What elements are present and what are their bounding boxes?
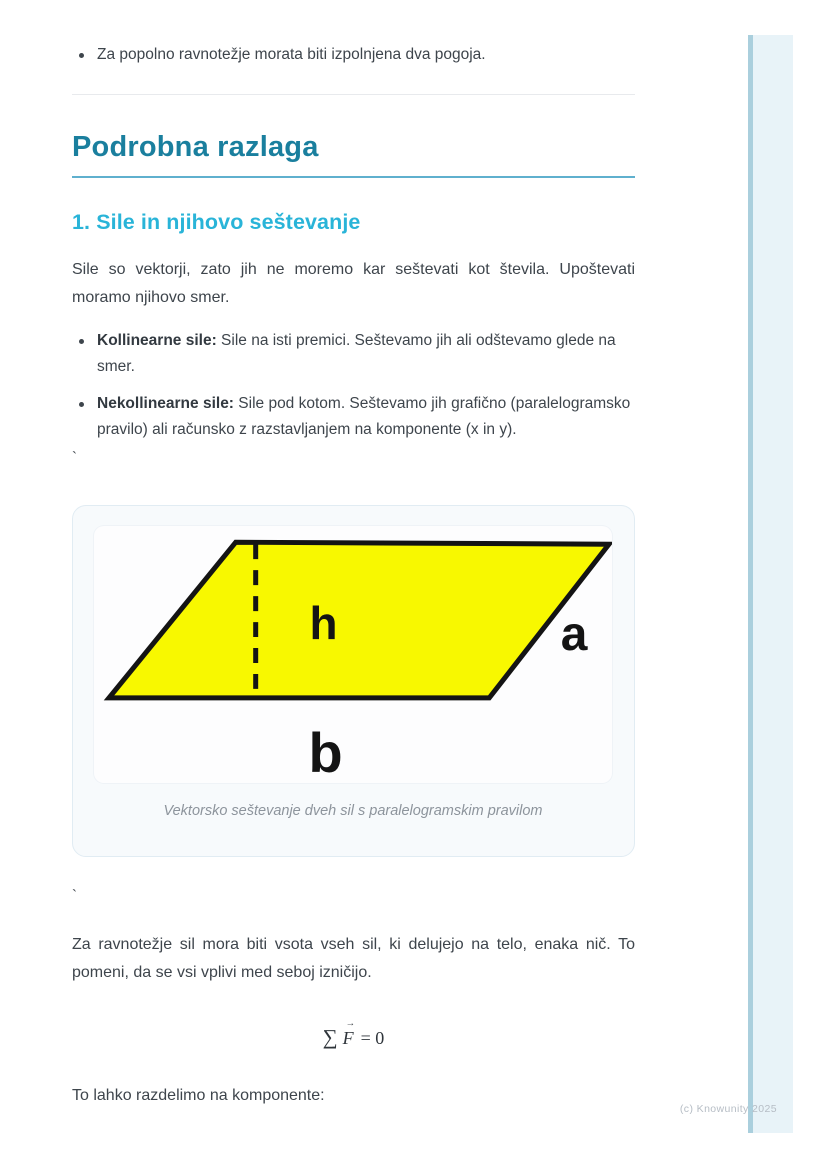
label-h: h <box>309 597 338 650</box>
formula-rhs: = 0 <box>360 1028 385 1048</box>
bullet-text: Sile na isti premici. Seštevamo jih ali odštevamo glede na smer. <box>97 332 616 375</box>
list-item-collinear <box>72 328 635 380</box>
section-divider <box>72 94 635 95</box>
figure-caption: Vektorsko seštevanje dveh sil s paralelogramskim pravilom <box>163 803 543 819</box>
watermark: (c) Knowunity 2025 <box>679 1103 777 1115</box>
parallelogram-svg <box>94 526 612 783</box>
stray-backtick: ` <box>72 449 77 466</box>
figure-card <box>72 505 635 857</box>
bullet-text: Sile pod kotom. Seštevamo jih grafično (paralelogramsko pravilo) ali računsko z razstavljanjem na komponente (x in y). <box>97 395 631 438</box>
label-a: a <box>560 608 588 662</box>
vector-letter: F <box>342 1028 354 1048</box>
section-heading: Podrobna razlaga <box>72 129 635 178</box>
subsection-heading: 1. Sile in njihovo seštevanje <box>72 210 361 234</box>
bullet-text: Za popolno ravnotežje morata biti izpolnjena dva pogoja. <box>97 46 486 63</box>
sum-forces-formula <box>72 1019 635 1050</box>
stray-backtick: ` <box>72 887 77 904</box>
top-bullet-list <box>72 42 635 68</box>
intro-paragraph: Sile so vektorji, zato jih ne moremo kar seštevati kot števila. Upoštevati moramo njihovo smer. <box>72 261 635 306</box>
bullet-lead: Kollinearne sile: <box>97 332 217 349</box>
force-types-list <box>72 328 635 443</box>
bullet-lead: Nekollinearne sile: <box>97 395 234 412</box>
list-item-noncollinear <box>72 391 635 443</box>
equilibrium-paragraph: Za ravnotežje sil mora biti vsota vseh sil, ki delujejo na telo, enaka nič. To pomeni, da se vsi vplivi med seboj izničijo. <box>72 936 635 981</box>
content-column <box>72 0 635 1110</box>
parallelogram-figure <box>94 526 612 783</box>
force-vector-symbol <box>342 1019 356 1049</box>
list-item <box>72 42 635 68</box>
closing-paragraph: To lahko razdelimo na komponente: <box>72 1087 325 1104</box>
parallelogram-shape <box>109 542 609 698</box>
scrollbar-strip[interactable] <box>748 35 793 1133</box>
label-b: b <box>308 720 343 783</box>
vector-arrow-icon: → <box>345 1019 356 1029</box>
sigma-symbol: ∑ <box>322 1025 338 1049</box>
